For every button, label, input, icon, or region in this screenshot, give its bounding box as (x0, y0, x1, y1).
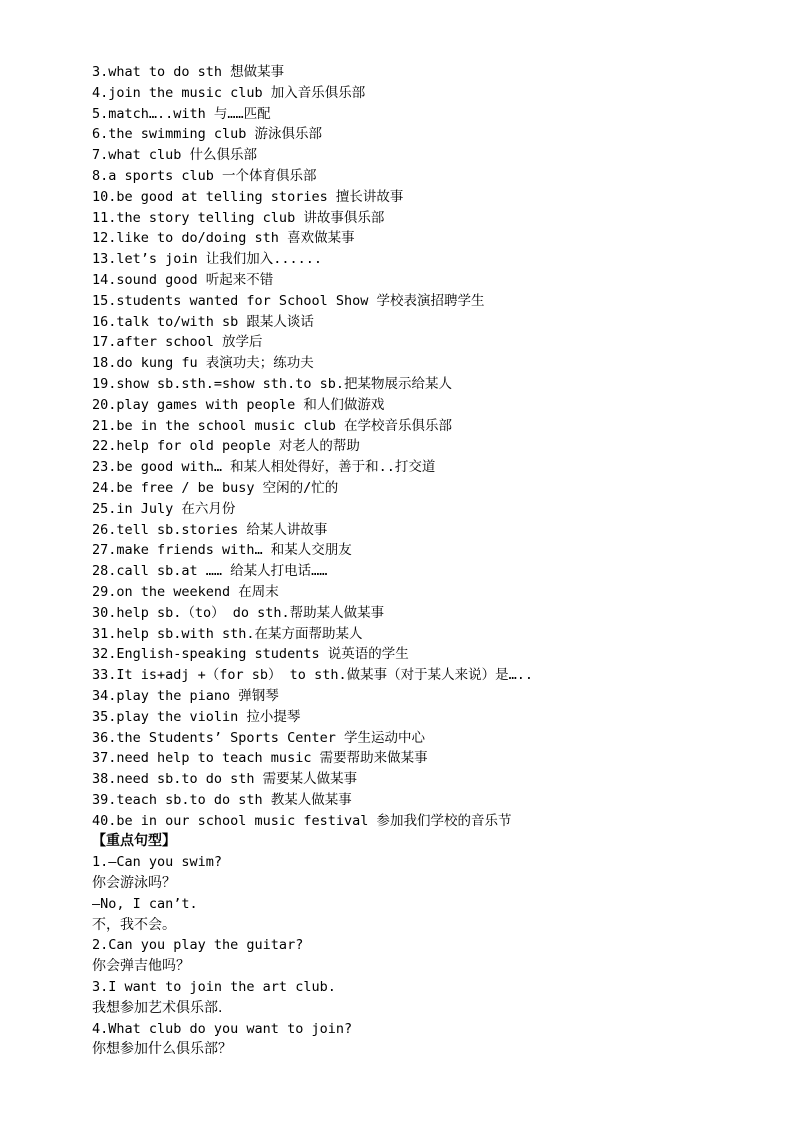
sentence-line: 3.I want to join the art club. (92, 979, 336, 996)
phrase-item: 39.teach sb.to do sth 教某人做某事 (92, 791, 352, 808)
phrase-item: 14.sound good 听起来不错 (92, 271, 274, 288)
phrase-item: 6.the swimming club 游泳俱乐部 (92, 126, 323, 143)
phrase-item: 7.what club 什么俱乐部 (92, 147, 258, 164)
phrase-item: 31.help sb.with sth.在某方面帮助某人 (92, 625, 363, 642)
phrase-item: 11.the story telling club 讲故事俱乐部 (92, 209, 385, 226)
phrase-item: 35.play the violin 拉小提琴 (92, 708, 301, 725)
sentence-line: 你想参加什么俱乐部？ (92, 1041, 232, 1058)
sentence-line: —No, I can’t. (92, 895, 198, 912)
phrase-item: 17.after school 放学后 (92, 334, 263, 351)
phrase-item: 40.be in our school music festival 参加我们学校的音乐节 (92, 812, 512, 829)
phrase-item: 13.let’s join 让我们加入...... (92, 251, 323, 268)
phrase-item: 24.be free / be busy 空闲的/忙的 (92, 479, 339, 496)
phrase-item: 22.help for old people 对老人的帮助 (92, 438, 360, 455)
phrase-item: 33.It is+adj +（for sb） to sth.做某事（对于某人来说）是….. (92, 667, 533, 684)
sentence-line: 你会游泳吗？ (92, 875, 176, 892)
phrase-item: 21.be in the school music club 在学校音乐俱乐部 (92, 417, 452, 434)
phrase-item: 34.play the piano 弹钢琴 (92, 687, 279, 704)
phrase-item: 12.like to do/doing sth 喜欢做某事 (92, 230, 355, 247)
phrase-item: 28.call sb.at …… 给某人打电话…… (92, 563, 328, 580)
phrase-item: 29.on the weekend 在周末 (92, 583, 279, 600)
sentence-line: 你会弹吉他吗？ (92, 958, 190, 975)
phrase-item: 5.match…..with 与……匹配 (92, 105, 271, 122)
sentence-line: 2.Can you play the guitar? (92, 937, 304, 954)
phrase-item: 8.a sports club 一个体育俱乐部 (92, 167, 317, 184)
phrase-item: 10.be good at telling stories 擅长讲故事 (92, 188, 404, 205)
phrase-item: 27.make friends with… 和某人交朋友 (92, 542, 352, 559)
sentence-line: 我想参加艺术俱乐部. (92, 999, 223, 1016)
phrase-item: 26.tell sb.stories 给某人讲故事 (92, 521, 328, 538)
phrase-item: 38.need sb.to do sth 需要某人做某事 (92, 771, 358, 788)
phrase-item: 37.need help to teach music 需要帮助来做某事 (92, 750, 428, 767)
sentence-line: 不，我不会。 (92, 916, 176, 933)
phrase-item: 15.students wanted for School Show 学校表演招聘学生 (92, 292, 485, 309)
phrase-item: 30.help sb.（to） do sth.帮助某人做某事 (92, 604, 385, 621)
phrase-list (92, 62, 752, 831)
phrase-item: 23.be good with… 和某人相处得好，善于和..打交道 (92, 459, 436, 476)
sentence-line: 1.—Can you swim? (92, 854, 223, 871)
phrase-item: 19.show sb.sth.=show sth.to sb.把某物展示给某人 (92, 375, 452, 392)
phrase-item: 20.play games with people 和人们做游戏 (92, 396, 385, 413)
sentence-list (92, 852, 752, 1060)
phrase-item: 16.talk to/with sb 跟某人谈话 (92, 313, 314, 330)
phrase-item: 3.what to do sth 想做某事 (92, 64, 285, 80)
document-body (92, 62, 752, 1060)
section-heading: 【重点句型】 (92, 833, 176, 850)
sentence-line: 4.What club do you want to join? (92, 1020, 353, 1037)
phrase-item: 4.join the music club 加入音乐俱乐部 (92, 84, 366, 101)
phrase-item: 18.do kung fu 表演功夫；练功夫 (92, 355, 314, 372)
phrase-item: 32.English-speaking students 说英语的学生 (92, 646, 409, 663)
phrase-item: 25.in July 在六月份 (92, 500, 236, 517)
phrase-item: 36.the Students’ Sports Center 学生运动中心 (92, 729, 425, 746)
